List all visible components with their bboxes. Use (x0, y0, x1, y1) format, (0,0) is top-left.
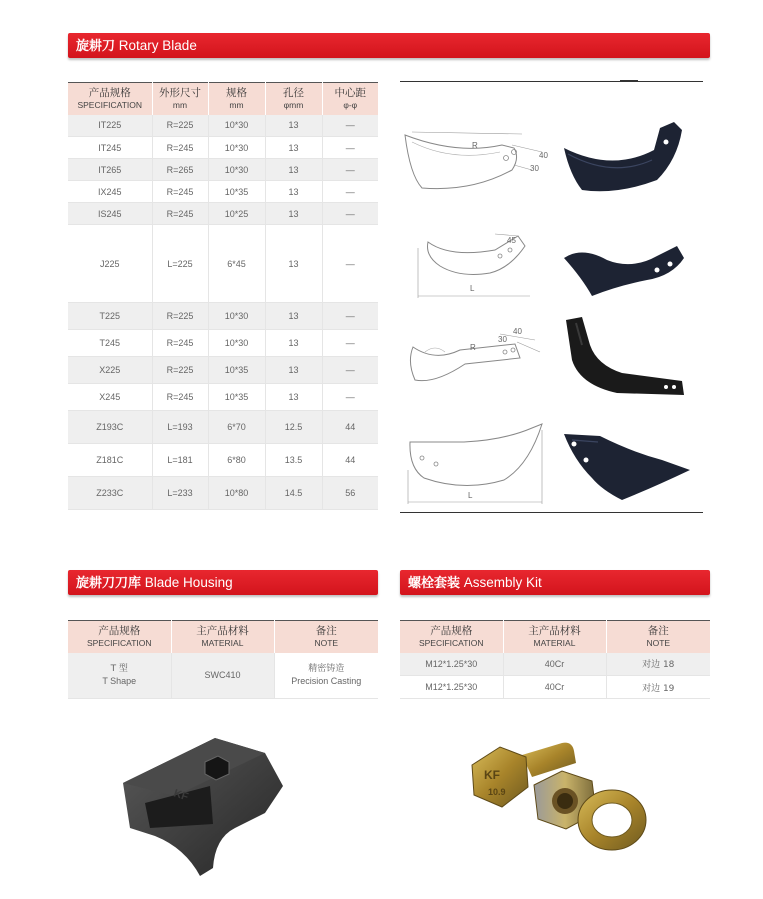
diagram-top-tick (620, 80, 638, 82)
diagram-label: R (472, 141, 478, 150)
column-header: 备注 NOTE (606, 621, 710, 653)
table-cell: 10*30 (208, 137, 265, 159)
table-cell: 13 (265, 357, 322, 384)
blade-photo-2 (562, 238, 687, 298)
table-cell: Z193C (68, 411, 152, 444)
table-cell: 12.5 (265, 411, 322, 444)
table-cell: IT245 (68, 137, 152, 159)
table-row (68, 330, 378, 357)
table-cell: 13 (265, 137, 322, 159)
assembly-kit-photo (462, 735, 652, 865)
table-header-row (400, 621, 710, 653)
table-cell: Z181C (68, 444, 152, 477)
table-cell: IX245 (68, 181, 152, 203)
table-cell: 10*35 (208, 357, 265, 384)
table-cell: R=245 (152, 203, 208, 225)
column-header: 中心距 φ-φ (322, 83, 378, 115)
diagram-label: R (470, 343, 476, 352)
column-header: 孔径 φmm (265, 83, 322, 115)
diagram-label: 40 (513, 327, 522, 336)
diagram-bottom-rule (400, 512, 703, 513)
table-cell: — (322, 303, 378, 330)
table-cell: 44 (322, 444, 378, 477)
rotary-title-en: Rotary Blade (118, 38, 197, 53)
table-row (68, 225, 378, 303)
table-cell: 13 (265, 203, 322, 225)
table-cell: 精密铸造 Precision Casting (274, 653, 378, 699)
housing-spec-table (68, 620, 378, 699)
table-row (400, 676, 710, 699)
blade-diagram-4 (404, 420, 549, 508)
table-cell: 14.5 (265, 477, 322, 510)
table-cell: SWC410 (171, 653, 274, 699)
table-cell: 6*80 (208, 444, 265, 477)
table-cell: R=245 (152, 330, 208, 357)
blade-diagram-2 (410, 228, 550, 300)
table-cell: 13 (265, 384, 322, 411)
diagram-label: 40 (539, 151, 548, 160)
table-cell: — (322, 384, 378, 411)
table-cell: — (322, 225, 378, 303)
table-cell: T 型 T Shape (68, 653, 171, 699)
kit-title-en: Assembly Kit (463, 575, 542, 590)
table-cell: — (322, 357, 378, 384)
rotary-spec-table (68, 82, 378, 510)
table-cell: 13 (265, 115, 322, 137)
table-cell: L=181 (152, 444, 208, 477)
column-header: 规格 mm (208, 83, 265, 115)
table-cell: 对边 18 (606, 653, 710, 676)
table-row (68, 477, 378, 510)
table-cell: 10*30 (208, 115, 265, 137)
diagram-label: L (468, 491, 473, 500)
table-cell: R=245 (152, 137, 208, 159)
table-cell: 10*30 (208, 330, 265, 357)
table-row (68, 159, 378, 181)
table-cell: X225 (68, 357, 152, 384)
table-row (68, 115, 378, 137)
column-header: 产品规格 SPECIFICATION (400, 621, 503, 653)
table-row (68, 653, 378, 699)
table-cell: 10*80 (208, 477, 265, 510)
table-cell: R=245 (152, 181, 208, 203)
table-cell: T245 (68, 330, 152, 357)
assembly-kit-banner (400, 570, 710, 595)
table-cell: 10*35 (208, 384, 265, 411)
table-row (68, 357, 378, 384)
column-header: 主产品材料 MATERIAL (171, 621, 274, 653)
table-cell: 13 (265, 330, 322, 357)
table-cell: T225 (68, 303, 152, 330)
blade-photo-3 (562, 315, 687, 400)
table-row (68, 203, 378, 225)
table-cell: 13 (265, 159, 322, 181)
rotary-blade-banner (68, 33, 710, 58)
housing-title-cn: 旋耕刀刀库 (76, 576, 142, 591)
table-cell: IT225 (68, 115, 152, 137)
column-header: 外形尺寸 mm (152, 83, 208, 115)
table-cell: R=225 (152, 357, 208, 384)
table-row (400, 653, 710, 676)
diagram-top-rule (400, 81, 703, 82)
table-cell: — (322, 115, 378, 137)
blade-photo-1 (562, 120, 687, 195)
blade-photo-4 (562, 430, 692, 505)
table-row (68, 303, 378, 330)
housing-logo: KF (172, 787, 190, 804)
table-cell: 10*25 (208, 203, 265, 225)
table-cell: X245 (68, 384, 152, 411)
table-cell: — (322, 203, 378, 225)
rotary-title-cn: 旋耕刀 (76, 39, 116, 54)
table-cell: J225 (68, 225, 152, 303)
bolt-head-text: KF (484, 768, 500, 782)
table-cell: IT265 (68, 159, 152, 181)
table-cell: 10*30 (208, 159, 265, 181)
diagram-label: 45 (507, 236, 516, 245)
table-cell: R=225 (152, 115, 208, 137)
table-cell: 56 (322, 477, 378, 510)
table-cell: L=233 (152, 477, 208, 510)
table-row (68, 181, 378, 203)
table-cell: M12*1.25*30 (400, 676, 503, 699)
kit-spec-table (400, 620, 710, 699)
table-cell: L=193 (152, 411, 208, 444)
table-cell: 13 (265, 181, 322, 203)
table-cell: R=225 (152, 303, 208, 330)
table-cell: 13 (265, 303, 322, 330)
blade-diagram-3 (405, 322, 550, 394)
table-cell: — (322, 181, 378, 203)
kit-title-cn: 螺栓套装 (408, 576, 461, 591)
blade-diagram-1 (402, 120, 552, 195)
column-header: 产品规格 SPECIFICATION (68, 83, 152, 115)
table-cell: 10*30 (208, 303, 265, 330)
diagram-label: 30 (530, 164, 539, 173)
table-cell: 6*45 (208, 225, 265, 303)
blade-housing-banner (68, 570, 378, 595)
table-cell: — (322, 137, 378, 159)
bolt-grade-text: 10.9 (488, 787, 506, 797)
column-header: 产品规格 SPECIFICATION (68, 621, 171, 653)
column-header: 主产品材料 MATERIAL (503, 621, 606, 653)
table-cell: R=265 (152, 159, 208, 181)
table-cell: 13 (265, 225, 322, 303)
table-row (68, 384, 378, 411)
table-cell: 13.5 (265, 444, 322, 477)
table-header-row (68, 621, 378, 653)
table-cell: 对边 19 (606, 676, 710, 699)
table-cell: 44 (322, 411, 378, 444)
table-cell: 40Cr (503, 676, 606, 699)
table-row (68, 411, 378, 444)
diagram-label: L (470, 284, 475, 293)
table-cell: M12*1.25*30 (400, 653, 503, 676)
table-cell: Z233C (68, 477, 152, 510)
table-row (68, 137, 378, 159)
table-cell: L=225 (152, 225, 208, 303)
diagram-label: 30 (498, 335, 507, 344)
table-cell: IS245 (68, 203, 152, 225)
table-cell: 10*35 (208, 181, 265, 203)
table-row (68, 444, 378, 477)
column-header: 备注 NOTE (274, 621, 378, 653)
table-cell: 6*70 (208, 411, 265, 444)
blade-housing-photo (115, 728, 290, 878)
table-header-row (68, 83, 378, 115)
table-cell: 40Cr (503, 653, 606, 676)
table-cell: — (322, 330, 378, 357)
table-cell: — (322, 159, 378, 181)
table-cell: R=245 (152, 384, 208, 411)
housing-title-en: Blade Housing (144, 575, 233, 590)
